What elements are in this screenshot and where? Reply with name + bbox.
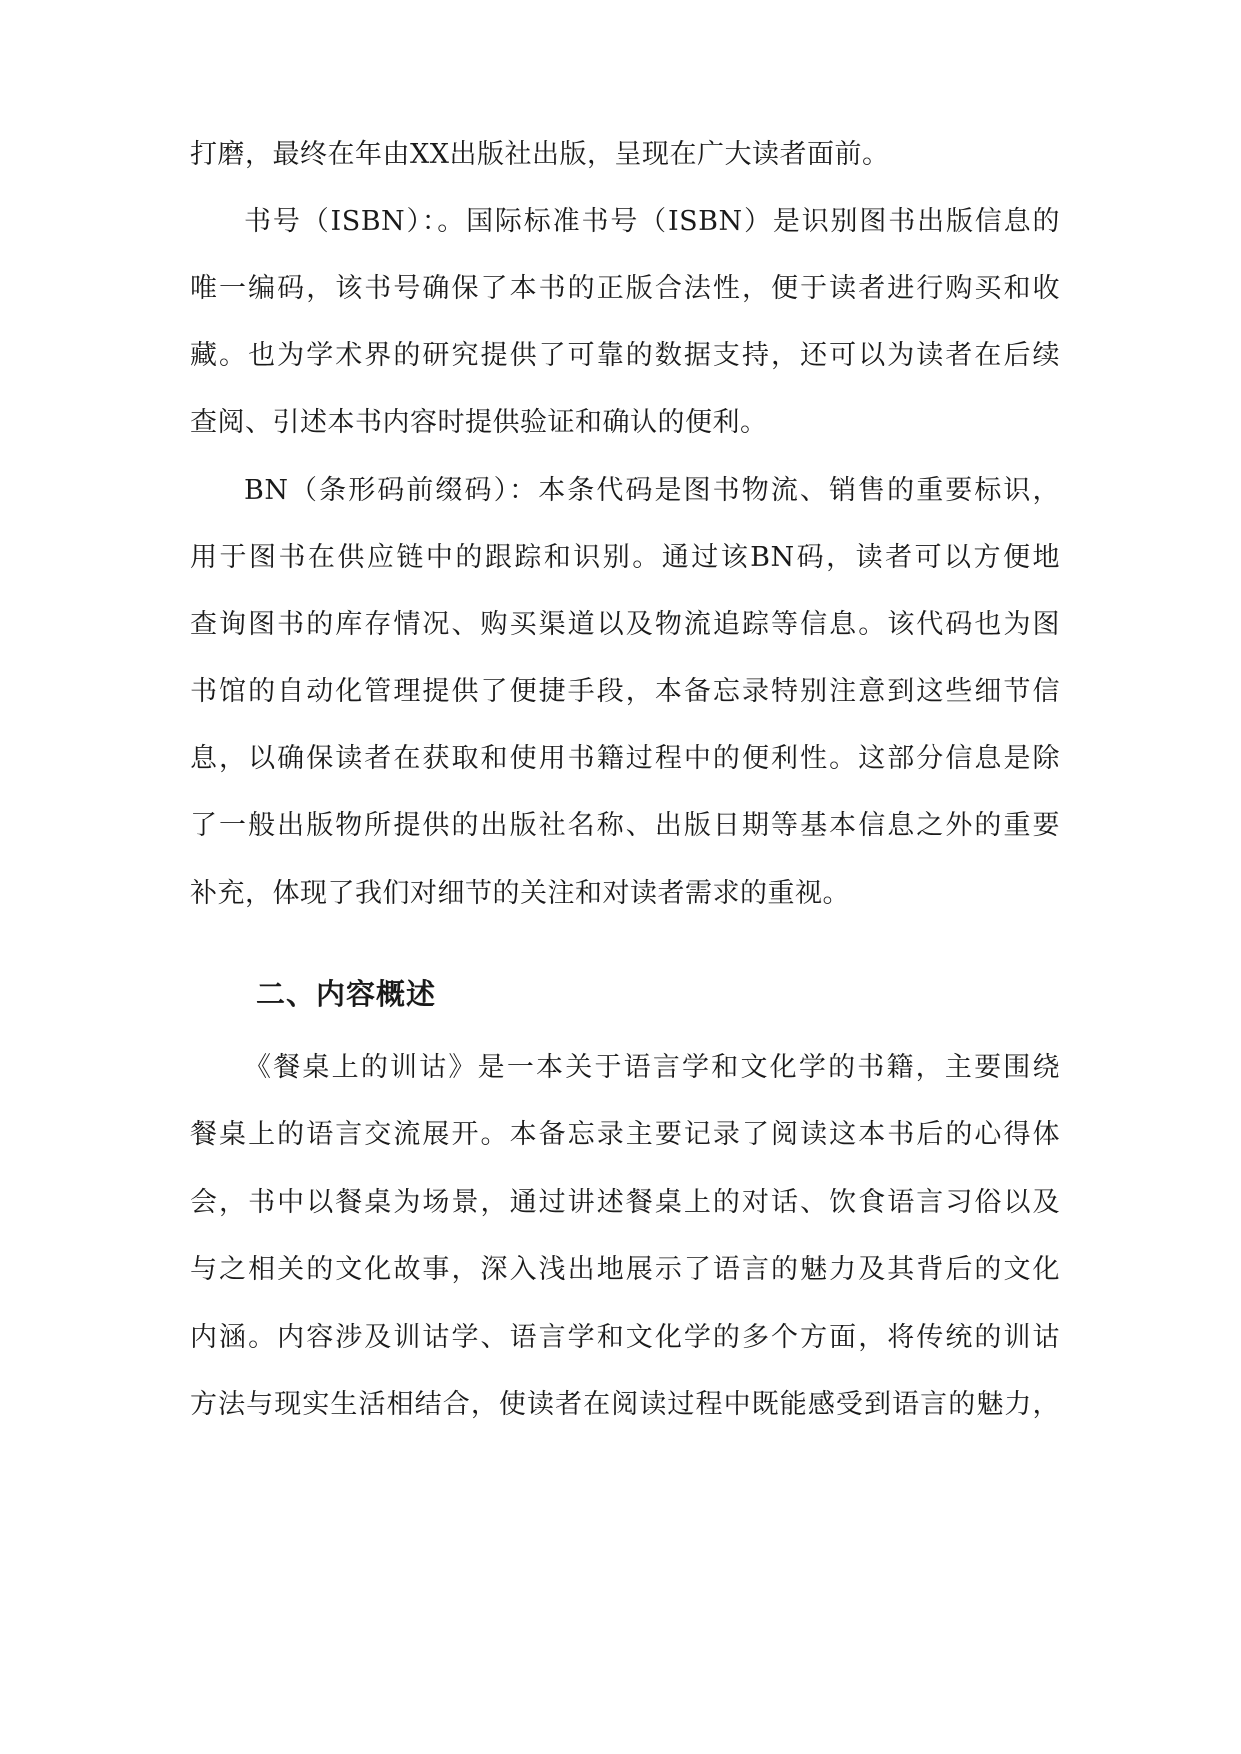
paragraph-line: 息，以确保读者在获取和使用书籍过程中的便利性。这部分信息是除 (190, 743, 1060, 774)
paragraph-line: 藏。也为学术界的研究提供了可靠的数据支持，还可以为读者在后续 (190, 340, 1060, 371)
paragraph-line: 唯一编码，该书号确保了本书的正版合法性，便于读者进行购买和收 (190, 273, 1060, 304)
paragraph-line: 查询图书的库存情况、购买渠道以及物流追踪等信息。该代码也为图 (190, 609, 1060, 640)
paragraph-line: 会，书中以餐桌为场景，通过讲述餐桌上的对话、饮食语言习俗以及 (190, 1187, 1060, 1218)
paragraph-line: 餐桌上的语言交流展开。本备忘录主要记录了阅读这本书后的心得体 (190, 1119, 1060, 1150)
paragraph-line: 方法与现实生活相结合，使读者在阅读过程中既能感受到语言的魅力， (190, 1389, 1060, 1420)
section-heading: 二、内容概述 (256, 977, 437, 1011)
paragraph-line: 打磨，最终在年由XX出版社出版，呈现在广大读者面前。 (190, 139, 890, 170)
paragraph-line: 与之相关的文化故事，深入浅出地展示了语言的魅力及其背后的文化 (190, 1254, 1060, 1285)
paragraph-line: 书馆的自动化管理提供了便捷手段，本备忘录特别注意到这些细节信 (190, 676, 1060, 707)
paragraph-line: BN（条形码前缀码）：本条代码是图书物流、销售的重要标识， (244, 475, 1060, 506)
paragraph-line: 用于图书在供应链中的跟踪和识别。通过该BN码，读者可以方便地 (190, 542, 1060, 573)
paragraph-line: 了一般出版物所提供的出版社名称、出版日期等基本信息之外的重要 (190, 810, 1060, 841)
paragraph-line: 《餐桌上的训诂》是一本关于语言学和文化学的书籍，主要围绕 (244, 1052, 1060, 1083)
paragraph-line: 书号（ISBN）：。国际标准书号（ISBN）是识别图书出版信息的 (244, 206, 1060, 237)
paragraph-line: 补充，体现了我们对细节的关注和对读者需求的重视。 (190, 878, 850, 909)
paragraph-line: 内涵。内容涉及训诂学、语言学和文化学的多个方面，将传统的训诂 (190, 1322, 1060, 1353)
paragraph-line: 查阅、引述本书内容时提供验证和确认的便利。 (190, 407, 768, 438)
